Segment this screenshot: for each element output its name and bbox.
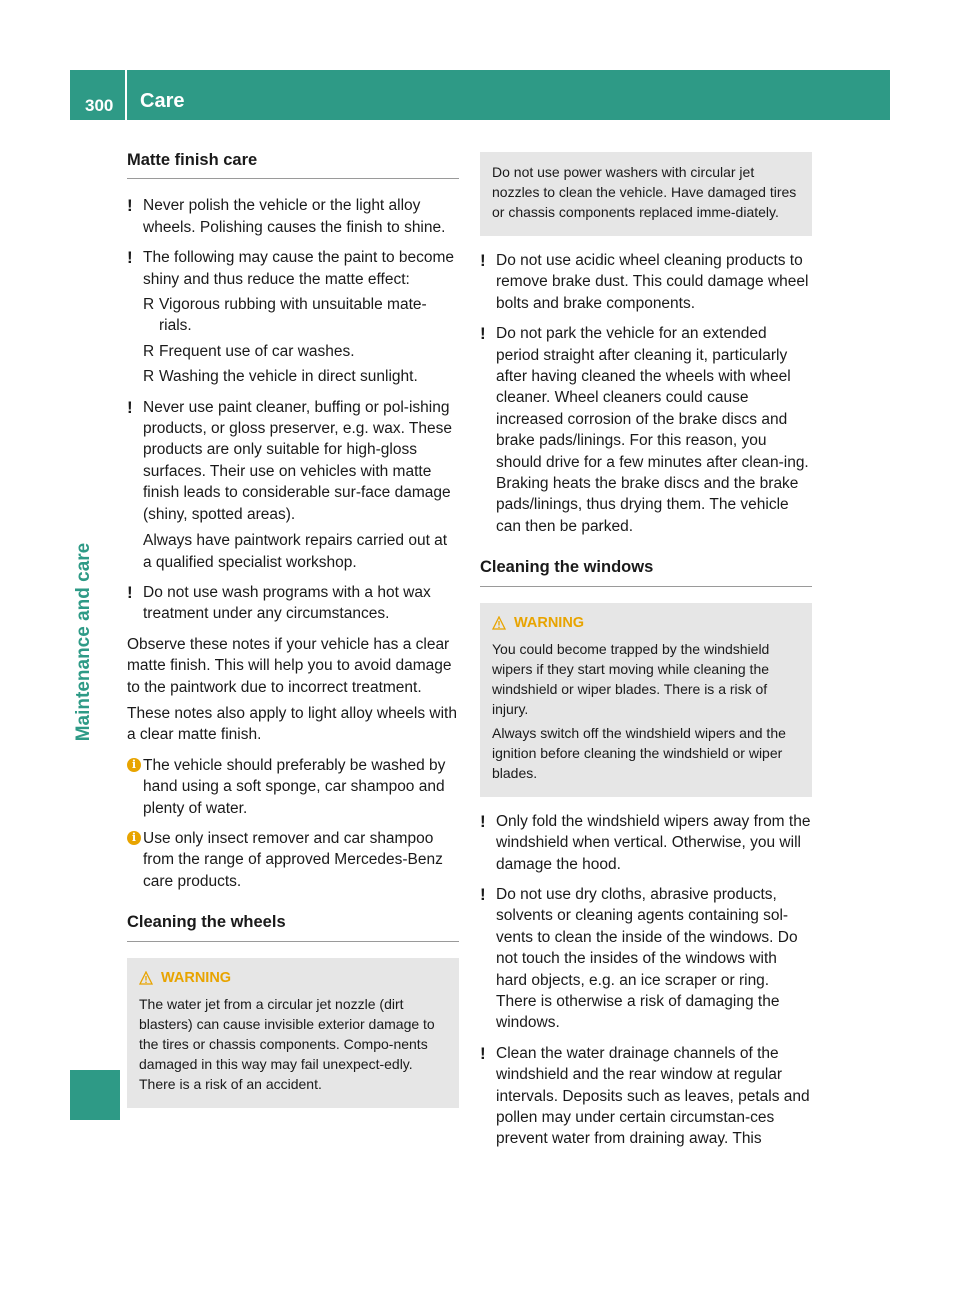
list-item: R Washing the vehicle in direct sunlight. bbox=[143, 366, 459, 387]
bullet-icon: R bbox=[143, 296, 155, 314]
section-title: Care bbox=[140, 90, 185, 112]
bullet-list bbox=[143, 294, 459, 388]
notice bbox=[480, 811, 812, 875]
notice-text: Clean the water drainage channels of the windshield and the rear window at regular intervals. Deposits such as leaves, petals and pollen may under certain circumstan-ces prevent water from draining away. This bbox=[496, 1044, 810, 1148]
page-number: 300 bbox=[85, 96, 114, 115]
info-note bbox=[127, 828, 459, 892]
notice-icon: ! bbox=[480, 324, 486, 344]
info-note bbox=[127, 755, 459, 819]
header-bar bbox=[70, 70, 890, 120]
info-text: Use only insect remover and car shampoo from the range of approved Mercedes-Benz care products. bbox=[143, 829, 443, 890]
notice-text: Never polish the vehicle or the light alloy wheels. Polishing causes the finish to shine. bbox=[143, 197, 446, 236]
warning-text: You could become trapped by the windshield wipers if they start moving while cleaning the windshield or wiper blades. There is a risk of injury. bbox=[492, 640, 770, 717]
bullet-icon: R bbox=[143, 368, 155, 386]
notice-icon: ! bbox=[127, 582, 133, 602]
notice-icon: ! bbox=[480, 251, 486, 270]
notice-icon: ! bbox=[127, 248, 133, 268]
notice-icon: ! bbox=[127, 196, 133, 216]
info-icon: i bbox=[127, 758, 141, 772]
warning-text: Do not use power washers with circular jet nozzles to clean the vehicle. Have damaged tires or chassis components replaced imme-diately. bbox=[492, 164, 797, 220]
notice bbox=[480, 250, 812, 314]
heading-cleaning-wheels: Cleaning the wheels bbox=[127, 912, 459, 941]
notice-icon: ! bbox=[127, 397, 133, 417]
header-divider bbox=[125, 70, 127, 120]
notice bbox=[480, 1043, 812, 1150]
list-item: R Vigorous rubbing with unsuitable mate-rials. bbox=[143, 296, 427, 335]
notice-text: Do not use dry cloths, abrasive products, solvents or cleaning agents containing sol-vents to clean the inside of the windows. Do not touch the insides of the windows with hard objects, e.g. an ice scraper or ring. There is otherwise a risk of damaging the windows. bbox=[496, 885, 798, 1032]
list-item: R Frequent use of car washes. bbox=[143, 341, 459, 362]
notice-text: Always have paintwork repairs carried out at a qualified specialist workshop. bbox=[143, 532, 448, 571]
notice-text: Only fold the windshield wipers away from the windshield when vertical. Otherwise, you will damage the hood. bbox=[496, 812, 811, 873]
warning-box bbox=[127, 958, 459, 1108]
notice-icon: ! bbox=[480, 811, 486, 831]
sidebar-marker bbox=[70, 1070, 120, 1120]
paragraph: Observe these notes if your vehicle has a clear matte finish. This will help you to avoid damage to the paintwork due to incorrect treatment. bbox=[127, 635, 452, 696]
warning-icon bbox=[492, 616, 506, 630]
notice bbox=[127, 582, 459, 625]
notice-text: Never use paint cleaner, buffing or pol-ishing products, or gloss preserver, e.g. wax. These products are only suitable for high-gloss surfaces. Their use on vehicles with matte finish leads to considerable sur-face damage (shiny, spotted areas). bbox=[143, 398, 453, 523]
warning-text: Always switch off the windshield wipers and the ignition before cleaning the windshield or wiper blades. bbox=[492, 724, 786, 781]
warning-title: WARNING bbox=[492, 613, 800, 633]
warning-box-continued bbox=[480, 152, 812, 236]
bullet-icon: R bbox=[143, 342, 155, 360]
paragraph: These notes also apply to light alloy wheels with a clear matte finish. bbox=[127, 704, 457, 744]
notice-icon: ! bbox=[480, 1043, 486, 1063]
heading-cleaning-windows: Cleaning the windows bbox=[480, 557, 812, 586]
notice bbox=[127, 397, 459, 573]
info-icon: i bbox=[127, 831, 141, 845]
notice bbox=[127, 247, 459, 387]
notice-text: The following may cause the paint to become shiny and thus reduce the matte effect: bbox=[143, 249, 455, 288]
notice bbox=[480, 323, 812, 537]
warning-icon bbox=[139, 971, 153, 985]
notice-text: Do not use acidic wheel cleaning products to remove brake dust. This could damage wheel bolts and brake components. bbox=[496, 252, 809, 312]
warning-box bbox=[480, 603, 812, 797]
notice bbox=[480, 884, 812, 1034]
warning-title: WARNING bbox=[139, 968, 447, 988]
left-column bbox=[127, 150, 459, 1122]
right-column bbox=[480, 150, 812, 1159]
info-text: The vehicle should preferably be washed by hand using a soft sponge, car shampoo and plenty of water. bbox=[143, 756, 446, 817]
notice-icon: ! bbox=[480, 884, 486, 904]
notice bbox=[127, 195, 459, 238]
heading-matte-finish: Matte finish care bbox=[127, 150, 459, 179]
notice-text: Do not park the vehicle for an extended period straight after cleaning it, particularly after having cleaned the wheels with wheel cleaner. Wheel cleaners could cause increased corrosion of the brake discs and brake pads/linings. For this reason, you should drive for a few minutes after clean-ing. Braking heats the brake discs and the brake pads/linings, thus drying them. The vehicle can then be parked. bbox=[496, 325, 809, 535]
notice-text: Do not use wash programs with a hot wax treatment under any circumstances. bbox=[143, 583, 431, 623]
warning-text: The water jet from a circular jet nozzle (dirt blasters) can cause invisible exterior damage to the tires or chassis components. Compo-nents damaged in this way may fail unexpect-edly. There is a risk of an accident. bbox=[139, 995, 435, 1092]
sidebar-chapter-label: Maintenance and care bbox=[73, 542, 94, 742]
